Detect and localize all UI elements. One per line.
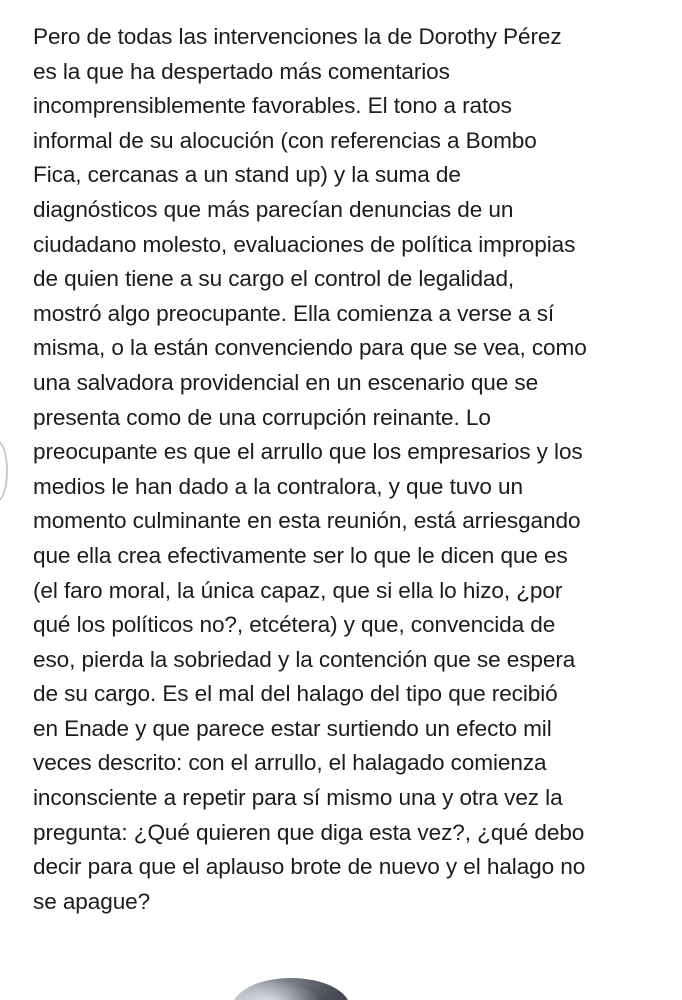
paragraph-line: de su cargo. Es el mal del halago del tipo que recibió (33, 681, 558, 707)
paragraph-line: Pero de todas las intervenciones la de Dorothy Pérez (33, 24, 562, 49)
paragraph-line: ciudadano molesto, evaluaciones de política impropias (33, 231, 576, 257)
paragraph-line: diagnósticos que más parecían denuncias de un (33, 196, 514, 222)
paragraph-line: en Enade y que parece estar surtiendo un efecto mil (33, 715, 552, 741)
paragraph-line: preocupante es que el arrullo que los empresarios y los (33, 439, 583, 465)
scroll-handle-arc[interactable] (0, 440, 8, 502)
paragraph-line: misma, o la están convenciendo para que se vea, como (33, 335, 587, 361)
article-paragraph (33, 20, 678, 919)
paragraph-line: momento culminante en esta reunión, está arriesgando (33, 508, 581, 534)
paragraph-line: medios le han dado a la contralora, y que tuvo un (33, 473, 523, 499)
paragraph-line: pregunta: ¿Qué quieren que diga esta vez?, ¿qué debo (33, 819, 585, 845)
paragraph-line: presenta como de una corrupción reinante. Lo (33, 404, 491, 430)
paragraph-line: de quien tiene a su cargo el control de legalidad, (33, 266, 515, 292)
paragraph-line: (el faro moral, la única capaz, que si ella lo hizo, ¿por (33, 577, 563, 603)
paragraph-line: decir para que el aplauso brote de nuevo y el halago no (33, 854, 586, 880)
paragraph-line: informal de su alocución (con referencias a Bombo (33, 127, 537, 153)
paragraph-line: se apague? (33, 888, 151, 914)
paragraph-line: que ella crea efectivamente ser lo que le dicen que es (33, 542, 568, 568)
paragraph-line: eso, pierda la sobriedad y la contención que se espera (33, 646, 576, 672)
paragraph-line: mostró algo preocupante. Ella comienza a verse a sí (33, 300, 555, 326)
paragraph-line: una salvadora providencial en un escenario que se (33, 369, 539, 395)
paragraph-line: qué los políticos no?, etcétera) y que, convencida de (33, 612, 556, 638)
paragraph-line: incomprensiblemente favorables. El tono a ratos (33, 93, 512, 119)
paragraph-line: es la que ha despertado más comentarios (33, 58, 450, 84)
cropped-photo-thumbnail (232, 978, 350, 1000)
paragraph-line: inconsciente a repetir para sí mismo una y otra vez la (33, 785, 563, 811)
paragraph-line: veces descrito: con el arrullo, el halagado comienza (33, 750, 547, 776)
paragraph-line: Fica, cercanas a un stand up) y la suma de (33, 162, 461, 188)
